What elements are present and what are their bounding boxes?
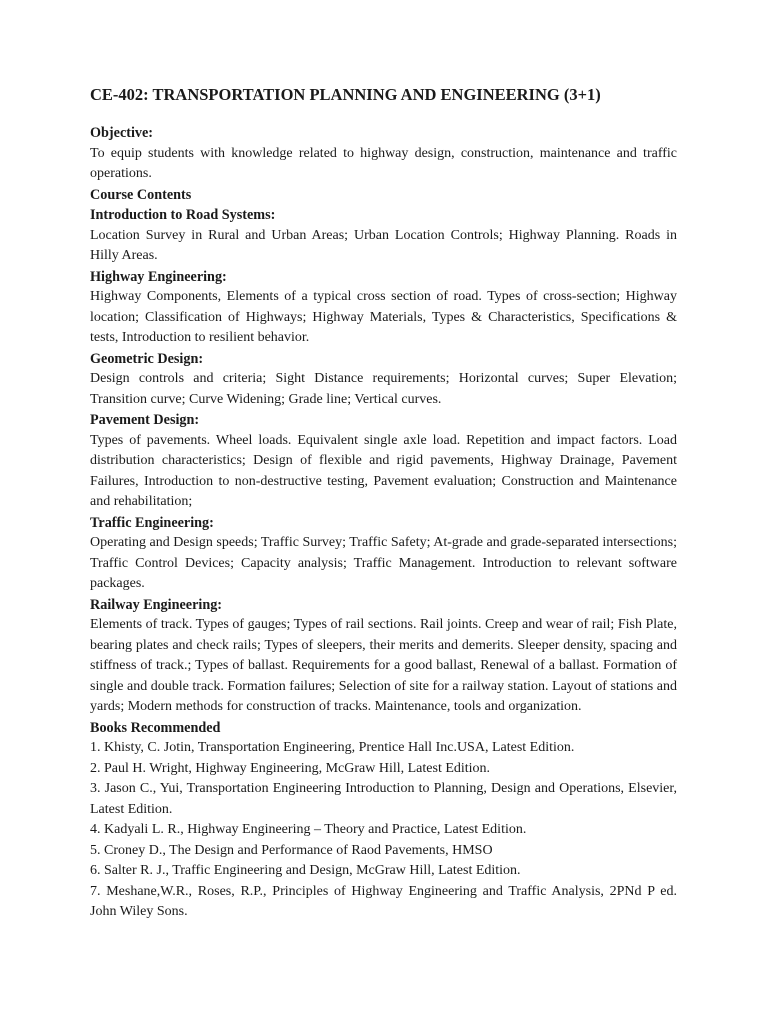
course-title: CE-402: TRANSPORTATION PLANNING AND ENGINEERING (3+1) — [90, 85, 601, 104]
section-highway-engineering — [90, 267, 677, 349]
section-text: Elements of track. Types of gauges; Types of rail sections. Rail joints. Creep and wear of rail; Fish Plate, bearing plates and check rails; Types of sleepers, their merits and demerits. Sleeper density, spacing and stiffness of track.; Types of ballast. Requirements for a good ballast, Renewal of a ballast. Formation of single and double track. Formation failures; Selection of site for a railway station. Layout of stations and yards; Modern methods for construction of tracks. Maintenance, tools and organization. — [90, 617, 677, 714]
section-heading: Railway Engineering: — [90, 596, 223, 613]
list-item: 6. Salter R. J., Traffic Engineering and Design, McGraw Hill, Latest Edition. — [90, 863, 521, 878]
list-item: 1. Khisty, C. Jotin, Transportation Engineering, Prentice Hall Inc.USA, Latest Edition. — [90, 740, 575, 755]
course-contents-heading: Course Contents — [90, 186, 192, 203]
document-page — [90, 84, 677, 923]
list-item: 4. Kadyali L. R., Highway Engineering – Theory and Practice, Latest Edition. — [90, 822, 527, 837]
list-item: 2. Paul H. Wright, Highway Engineering, McGraw Hill, Latest Edition. — [90, 760, 491, 776]
section-intro-road-systems — [90, 205, 677, 267]
section-heading: Geometric Design: — [90, 350, 204, 367]
section-text: Types of pavements. Wheel loads. Equivalent single axle load. Repetition and impact factors. Load distribution characteristics; Design of flexible and rigid pavements, Highway Drainage, Pavement Failures, Introduction to non-destructive testing, Pavement evaluation; Construction and Maintenance and rehabilitation; — [90, 432, 677, 509]
section-railway-engineering — [90, 595, 677, 718]
list-item: 7. Meshane,W.R., Roses, R.P., Principles of Highway Engineering and Traffic Analysis, 2PNd P ed. John Wiley Sons. — [90, 883, 677, 919]
section-traffic-engineering — [90, 513, 677, 595]
list-item: 5. Croney D., The Design and Performance of Raod Pavements, HMSO — [90, 842, 493, 858]
section-heading: Pavement Design: — [90, 412, 200, 428]
section-text: Highway Components, Elements of a typical cross section of road. Types of cross-section; Highway location; Classification of Highways; Highway Materials, Types & Characteristics, Specifications & tests, Introduction to resilient behavior. — [90, 289, 677, 345]
section-text: Location Survey in Rural and Urban Areas; Urban Location Controls; Highway Planning. Roads in Hilly Areas. — [90, 227, 677, 263]
books-heading: Books Recommended — [90, 719, 221, 736]
section-text: Design controls and criteria; Sight Distance requirements; Horizontal curves; Super Elevation; Transition curve; Curve Widening; Grade line; Vertical curves. — [90, 371, 677, 407]
section-text: Operating and Design speeds; Traffic Survey; Traffic Safety; At-grade and grade-separated intersections; Traffic Control Devices; Capacity analysis; Traffic Management. Introduction to relevant software packages. — [90, 535, 677, 591]
section-geometric-design — [90, 349, 677, 411]
section-heading: Traffic Engineering: — [90, 514, 214, 531]
books-list — [90, 738, 677, 923]
objective-text: To equip students with knowledge related to highway design, construction, maintenance and traffic operations. — [90, 145, 677, 181]
section-pavement-design — [90, 410, 677, 513]
objective-heading: Objective: — [90, 125, 154, 141]
list-item: 3. Jason C., Yui, Transportation Engineering Introduction to Planning, Design and Operations, Elsevier, Latest Edition. — [90, 781, 677, 817]
section-heading: Highway Engineering: — [90, 268, 227, 285]
section-heading: Introduction to Road Systems: — [90, 207, 276, 223]
